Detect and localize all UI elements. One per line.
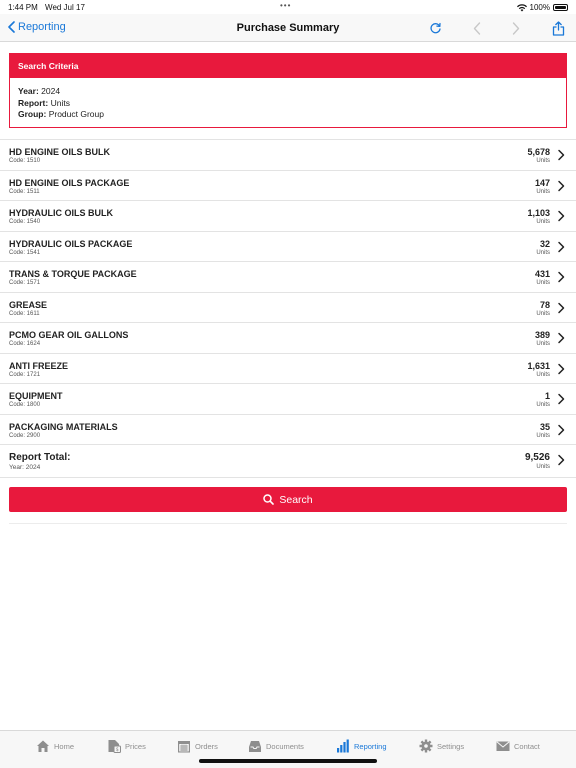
- search-button[interactable]: [9, 487, 567, 512]
- criteria-year: Year: 2024: [18, 86, 61, 96]
- back-button-label: Reporting: [18, 21, 66, 33]
- item-value: 1,631: [527, 360, 550, 371]
- item-code: Code: 1611: [9, 310, 40, 317]
- chevron-right-icon: [556, 424, 566, 436]
- item-value: 147: [534, 177, 550, 188]
- item-value: 78: [539, 299, 550, 310]
- item-unit: Units: [536, 188, 550, 195]
- item-code: Code: 1540: [9, 219, 41, 225]
- item-code: Code: 1721: [9, 371, 41, 378]
- list-item[interactable]: [0, 171, 576, 202]
- item-code: Code: 1510: [9, 158, 41, 164]
- item-name: PACKAGING MATERIALS: [9, 421, 118, 432]
- search-button-label: Search: [279, 493, 313, 506]
- svg-text:$: $: [115, 747, 119, 753]
- item-value: 389: [534, 330, 550, 340]
- list-item[interactable]: [0, 201, 576, 232]
- item-unit: Units: [536, 402, 550, 408]
- item-code: Code: 1511: [9, 188, 40, 195]
- item-name: ANTI FREEZE: [9, 360, 69, 371]
- total-label: Report Total:: [9, 452, 71, 463]
- multitasking-dots-icon[interactable]: •••: [280, 1, 292, 10]
- report-total-row[interactable]: [0, 445, 576, 478]
- item-name: TRANS & TORQUE PACKAGE: [9, 269, 137, 279]
- back-button[interactable]: [8, 21, 66, 33]
- tab-home[interactable]: Home: [36, 739, 74, 753]
- previous-chevron-icon[interactable]: [469, 20, 485, 36]
- chevron-right-icon: [556, 271, 566, 283]
- item-value: 431: [534, 269, 550, 279]
- chevron-right-icon: [556, 332, 566, 344]
- page-title: Purchase Summary: [236, 22, 340, 34]
- item-unit: Units: [536, 158, 550, 164]
- item-name: HD ENGINE OILS BULK: [9, 147, 111, 157]
- tab-reporting[interactable]: Reporting: [336, 739, 387, 753]
- tab-orders[interactable]: Orders: [177, 739, 218, 753]
- gear-icon: [419, 739, 433, 753]
- list-item[interactable]: [0, 354, 576, 385]
- item-value: 1: [544, 391, 550, 401]
- list-item[interactable]: [0, 140, 576, 171]
- bar-chart-icon: [336, 739, 350, 753]
- item-unit: Units: [536, 219, 550, 225]
- list-item[interactable]: [0, 293, 576, 324]
- criteria-report: Report: Units: [18, 97, 70, 108]
- chevron-left-icon: [8, 21, 15, 33]
- tab-documents[interactable]: Documents: [248, 739, 304, 753]
- search-criteria-header: Search Criteria: [10, 54, 566, 78]
- item-value: 5,678: [527, 147, 550, 157]
- envelope-icon: [496, 739, 510, 753]
- product-group-list: [0, 139, 576, 478]
- divider: [9, 523, 567, 524]
- tab-settings[interactable]: Settings: [419, 739, 464, 753]
- battery-percent: 100%: [529, 3, 550, 12]
- item-unit: Units: [536, 310, 550, 317]
- item-unit: Units: [536, 249, 550, 256]
- item-code: Code: 1624: [9, 341, 41, 347]
- item-code: Code: 1541: [9, 249, 41, 256]
- tab-contact[interactable]: Contact: [496, 739, 540, 753]
- inbox-icon: [248, 739, 262, 753]
- share-icon[interactable]: [550, 20, 566, 36]
- item-code: Code: 1571: [9, 280, 41, 286]
- item-unit: Units: [536, 432, 550, 439]
- item-name: HD ENGINE OILS PACKAGE: [9, 177, 130, 188]
- home-indicator[interactable]: [199, 759, 377, 763]
- home-icon: [36, 739, 50, 753]
- chevron-right-icon: [556, 241, 566, 253]
- next-chevron-icon[interactable]: [508, 20, 524, 36]
- item-name: PCMO GEAR OIL GALLONS: [9, 330, 129, 340]
- item-value: 35: [539, 421, 550, 432]
- status-time: 1:44 PM: [8, 3, 38, 12]
- item-name: EQUIPMENT: [9, 391, 63, 401]
- list-item[interactable]: [0, 262, 576, 293]
- chevron-right-icon: [556, 393, 566, 405]
- item-name: HYDRAULIC OILS PACKAGE: [9, 238, 133, 249]
- total-sub: Year: 2024: [9, 464, 41, 471]
- total-unit: Units: [536, 464, 550, 470]
- item-value: 32: [539, 238, 550, 249]
- item-unit: Units: [536, 341, 550, 347]
- item-unit: Units: [536, 371, 550, 378]
- calendar-icon: [177, 739, 191, 753]
- chevron-right-icon: [556, 180, 566, 192]
- criteria-group: Group: Product Group: [18, 109, 104, 119]
- chevron-right-icon: [556, 302, 566, 314]
- battery-icon: [553, 4, 568, 11]
- item-name: GREASE: [9, 299, 48, 310]
- item-unit: Units: [536, 280, 550, 286]
- chevron-right-icon: [556, 363, 566, 375]
- tab-prices[interactable]: $ Prices: [107, 739, 146, 753]
- status-date: Wed Jul 17: [45, 3, 85, 12]
- item-code: Code: 1800: [9, 402, 41, 408]
- status-bar: [0, 0, 576, 14]
- list-item[interactable]: [0, 384, 576, 415]
- refresh-icon[interactable]: [427, 20, 443, 36]
- list-item[interactable]: [0, 232, 576, 263]
- total-value: 9,526: [524, 452, 550, 463]
- item-code: Code: 2900: [9, 432, 41, 439]
- search-criteria-panel: [9, 53, 567, 128]
- item-value: 1,103: [527, 208, 550, 218]
- list-item[interactable]: [0, 415, 576, 446]
- search-icon: [263, 494, 274, 505]
- item-name: HYDRAULIC OILS BULK: [9, 208, 113, 218]
- chevron-right-icon: [556, 210, 566, 222]
- prices-icon: [107, 739, 121, 753]
- wifi-icon: [517, 4, 527, 12]
- list-item[interactable]: [0, 323, 576, 354]
- chevron-right-icon: [556, 454, 566, 466]
- navigation-bar: [0, 14, 576, 42]
- chevron-right-icon: [556, 149, 566, 161]
